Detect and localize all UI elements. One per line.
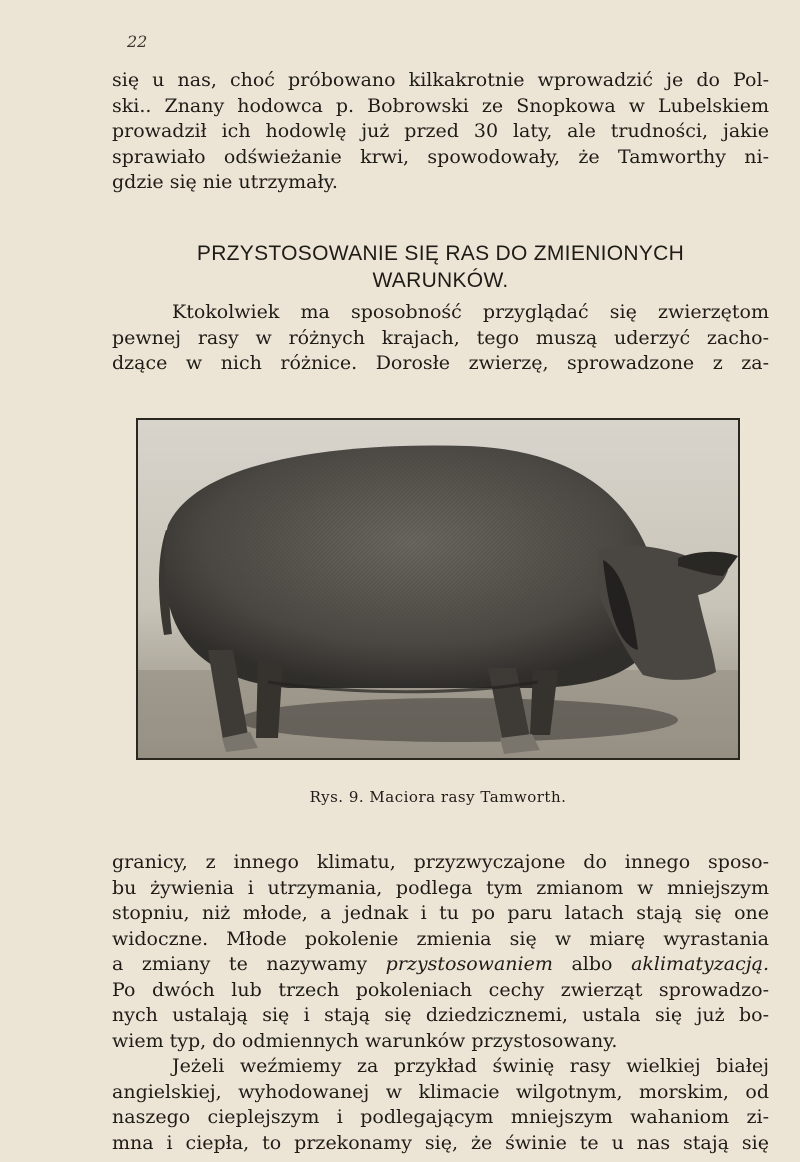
text-line: Jeżeli weźmiemy za przykład świnię rasy wielkiej białej — [172, 1055, 769, 1077]
text-line: dzące w nich różnice. Dorosłe zwierzę, sprowadzone z za- — [112, 352, 769, 374]
text-run: albo — [552, 953, 632, 975]
section-heading — [112, 240, 769, 294]
text-line: Po dwóch lub trzech pokoleniach cechy zwierząt sprowadzo- — [112, 978, 769, 1001]
text-line: granicy, z innego klimatu, przyzwyczajone do innego sposo- — [112, 851, 769, 873]
text-line: wiem typ, do odmiennych warunków przystosowany. — [112, 1029, 618, 1052]
last-paragraph — [112, 1054, 769, 1156]
text-line: się u nas, choć próbowano kilkakrotnie wprowadzić je do Pol- — [112, 69, 769, 91]
text-line: pewnej rasy w różnych krajach, tego muszą uderzyć zacho- — [112, 326, 769, 349]
section-heading-line1: PRZYSTOSOWANIE SIĘ RAS DO ZMIENIONYCH — [196, 242, 685, 265]
bottom-paragraph — [112, 850, 769, 1054]
text-line: stopniu, niż młode, a jednak i tu po paru latach stają się one — [112, 902, 769, 924]
text-line: nych ustalają się i stają się dziedzicznemi, ustala się już bo- — [112, 1004, 769, 1026]
text-line: naszego cieplejszym i podlegającym mniejszym wahaniom zi- — [112, 1106, 769, 1128]
text-line: bu żywienia i utrzymania, podlega tym zmianom w mniejszym — [112, 876, 769, 899]
text-line: sprawiało odświeżanie krwi, spowodowały, że Tamworthy ni- — [112, 145, 769, 168]
sow-illustration — [138, 420, 738, 758]
pig-photograph — [136, 418, 740, 760]
middle-paragraph — [112, 300, 769, 377]
italic-term: aklimatyzacją. — [631, 953, 770, 975]
text-run: a zmiany te nazywamy — [112, 953, 386, 975]
text-line: angielskiej, wyhodowanej w klimacie wilgotnym, morskim, od — [112, 1080, 769, 1103]
text-line: mna i ciepła, to przekonamy się, że świnie te u nas stają się — [112, 1131, 769, 1154]
figure-caption: Rys. 9. Maciora rasy Tamworth. — [309, 788, 567, 806]
top-paragraph — [112, 68, 769, 196]
text-line: Ktokolwiek ma sposobność przyglądać się zwierzętom — [172, 301, 769, 323]
text-line: ski.. Znany hodowca p. Bobrowski ze Snopkowa w Lubelskiem — [112, 94, 769, 117]
text-line: gdzie się nie utrzymały. — [112, 171, 338, 193]
section-heading-line2: WARUNKÓW. — [372, 269, 509, 292]
text-line: widoczne. Młode pokolenie zmienia się w miarę wyrastania — [112, 927, 769, 950]
text-line: prowadził ich hodowlę już przed 30 laty, ale trudności, jakie — [112, 120, 769, 142]
page-number: 22 — [127, 32, 148, 51]
text-line — [112, 952, 769, 978]
italic-term: przystosowaniem — [385, 953, 553, 975]
